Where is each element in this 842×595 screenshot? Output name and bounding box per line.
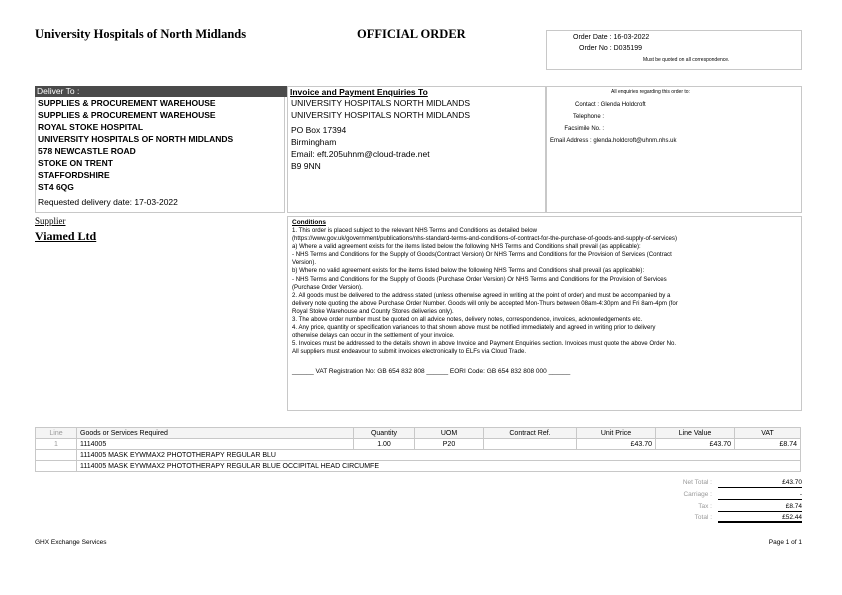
- deliver-line: 578 NEWCASTLE ROAD: [38, 146, 136, 156]
- col-line-value: Line Value: [656, 428, 735, 439]
- cell-empty: [36, 450, 77, 461]
- deliver-line: SUPPLIES & PROCUREMENT WAREHOUSE: [38, 98, 216, 108]
- item-description: 1114005 MASK EYWMAX2 PHOTOTHERAPY REGULAR BLUE OCCIPITAL HEAD CIRCUMFE: [77, 461, 801, 472]
- invoice-heading: Invoice and Payment Enquiries To: [290, 87, 428, 97]
- cell-unit-price: £43.70: [577, 439, 656, 450]
- order-info-box: [546, 30, 802, 70]
- cell-uom: P20: [415, 439, 484, 450]
- condition-text: 2. All goods must be delivered to the address stated (unless otherwise agreed in writing at the point of order) and must be accompanied by a: [292, 291, 671, 299]
- item-description: 1114005 MASK EYWMAX2 PHOTOTHERAPY REGULAR BLU: [77, 450, 801, 461]
- condition-text: otherwise delays can occur in the settlement of your invoice.: [292, 332, 455, 340]
- order-items-table: [35, 427, 801, 472]
- deliver-line: ROYAL STOKE HOSPITAL: [38, 122, 144, 132]
- condition-text: delivery note quoting the above Purchase Order Number. Goods will only be accepted Mon-Thurs between 08am-4:30pm and Fri 8am-4pm (for: [292, 299, 678, 307]
- condition-text: b) Where no valid agreement exists for the items listed below the following NHS Terms and Conditions shall prevail (as applicable):: [292, 267, 645, 275]
- condition-text: (Purchase Order Version).: [292, 283, 363, 291]
- tax-label: Tax :: [698, 503, 712, 510]
- contact-name: Contact : Glenda Holdcroft: [575, 102, 646, 108]
- cell-vat: £8.74: [735, 439, 801, 450]
- fax-label: Facsimile No. :: [564, 126, 604, 132]
- invoice-email: Email: eft.205uhnm@cloud-trade.net: [291, 149, 430, 159]
- cell-empty: [36, 461, 77, 472]
- condition-text: - NHS Terms and Conditions for the Supply of Goods(Contract Version) Or NHS Terms and Conditions for the Provision of Services (Contract: [292, 251, 672, 259]
- invoice-box: [287, 86, 546, 213]
- table-row: [36, 439, 801, 450]
- tax-value: £8.74: [718, 503, 802, 512]
- condition-text: 3. The above order number must be quoted on all advice notes, delivery notes, correspondence, invoices, acknowledgements etc.: [292, 316, 643, 324]
- col-vat: VAT: [735, 428, 801, 439]
- contact-email: Email Address : glenda.holdcroft@uhnm.nhs.uk: [550, 138, 677, 144]
- col-contract-ref: Contract Ref.: [484, 428, 577, 439]
- col-goods: Goods or Services Required: [77, 428, 354, 439]
- condition-text: Version).: [292, 259, 317, 267]
- carriage-label: Carriage :: [683, 491, 712, 498]
- telephone-label: Telephone :: [572, 114, 604, 120]
- deliver-line: STAFFORDSHIRE: [38, 170, 110, 180]
- col-line: Line: [36, 428, 77, 439]
- invoice-line: UNIVERSITY HOSPITALS NORTH MIDLANDS: [291, 110, 471, 120]
- deliver-to-heading: Deliver To :: [35, 86, 287, 97]
- footer-left: GHX Exchange Services: [35, 539, 107, 546]
- carriage-value: -: [718, 491, 802, 500]
- condition-text: 4. Any price, quantity or specification variances to that shown above must be notified immediately and agreed in writing prior to delivery: [292, 324, 656, 332]
- total-label: Total :: [694, 514, 712, 521]
- condition-text: 1. This order is placed subject to the relevant NHS Terms and Conditions as detailed below: [292, 227, 538, 234]
- vat-registration-line: ______ VAT Registration No: GB 654 832 808 ______ EORI Code: GB 654 832 808 000 ______: [292, 367, 571, 375]
- cell-quantity: 1.00: [354, 439, 415, 450]
- condition-text: (https://www.gov.uk/government/publications/nhs-standard-terms-and-conditions-of-contract-for-the-purchase-of-goods-and-supply-of-services): [292, 235, 677, 243]
- page-title: OFFICIAL ORDER: [357, 27, 466, 41]
- deliver-line: ST4 6QG: [38, 182, 74, 192]
- condition-text: 5. Invoices must be addressed to the details shown in above Invoice and Payment Enquiries section. Invoices must quote the above Order No.: [292, 340, 677, 348]
- table-desc-row: [36, 450, 801, 461]
- enquiries-box: [546, 86, 802, 213]
- supplier-name: Viamed Ltd: [35, 229, 97, 243]
- invoice-line: B9 9NN: [291, 161, 321, 171]
- conditions-heading: Conditions: [292, 219, 326, 226]
- total-value: £52.44: [718, 514, 802, 523]
- order-note: Must be quoted on all correspondence.: [643, 57, 730, 63]
- deliver-to-box: [35, 86, 285, 213]
- condition-text: All suppliers must endeavour to submit invoices electronically to ELFs via Cloud Trade.: [292, 348, 527, 356]
- cell-contract-ref: [484, 439, 577, 450]
- net-total-label: Net Total :: [682, 479, 712, 486]
- condition-text: Royal Stoke Warehouse and County Stores deliveries only).: [292, 307, 454, 315]
- condition-text: a) Where a valid agreement exists for the items listed below the following NHS Terms and Conditions shall prevail (as applicable):: [292, 243, 641, 251]
- invoice-line: PO Box 17394: [291, 125, 347, 135]
- requested-delivery-date: Requested delivery date: 17-03-2022: [38, 197, 178, 207]
- page-number: Page 1 of 1: [768, 539, 802, 546]
- order-date: Order Date : 16-03-2022: [573, 34, 650, 41]
- table-header-row: [36, 428, 801, 439]
- net-total-value: £43.70: [718, 479, 802, 488]
- invoice-line: UNIVERSITY HOSPITALS NORTH MIDLANDS: [291, 98, 471, 108]
- cell-line-value: £43.70: [656, 439, 735, 450]
- deliver-line: UNIVERSITY HOSPITALS OF NORTH MIDLANDS: [38, 134, 234, 144]
- cell-line: 1: [36, 439, 77, 450]
- enquiries-heading: All enquiries regarding this order to:: [611, 89, 690, 95]
- org-name: University Hospitals of North Midlands: [35, 27, 247, 41]
- deliver-line: SUPPLIES & PROCUREMENT WAREHOUSE: [38, 110, 216, 120]
- supplier-label: Supplier: [35, 216, 66, 226]
- cell-goods: 1114005: [77, 439, 354, 450]
- col-uom: UOM: [415, 428, 484, 439]
- order-number: Order No : D035199: [579, 45, 643, 52]
- invoice-line: Birmingham: [291, 137, 337, 147]
- deliver-line: STOKE ON TRENT: [38, 158, 113, 168]
- table-desc-row: [36, 461, 801, 472]
- conditions-box: [287, 216, 802, 411]
- condition-text: - NHS Terms and Conditions for the Supply of Goods (Purchase Order Version) Or NHS Terms and Conditions for the Provision of Services: [292, 275, 667, 283]
- col-unit-price: Unit Price: [577, 428, 656, 439]
- col-quantity: Quantity: [354, 428, 415, 439]
